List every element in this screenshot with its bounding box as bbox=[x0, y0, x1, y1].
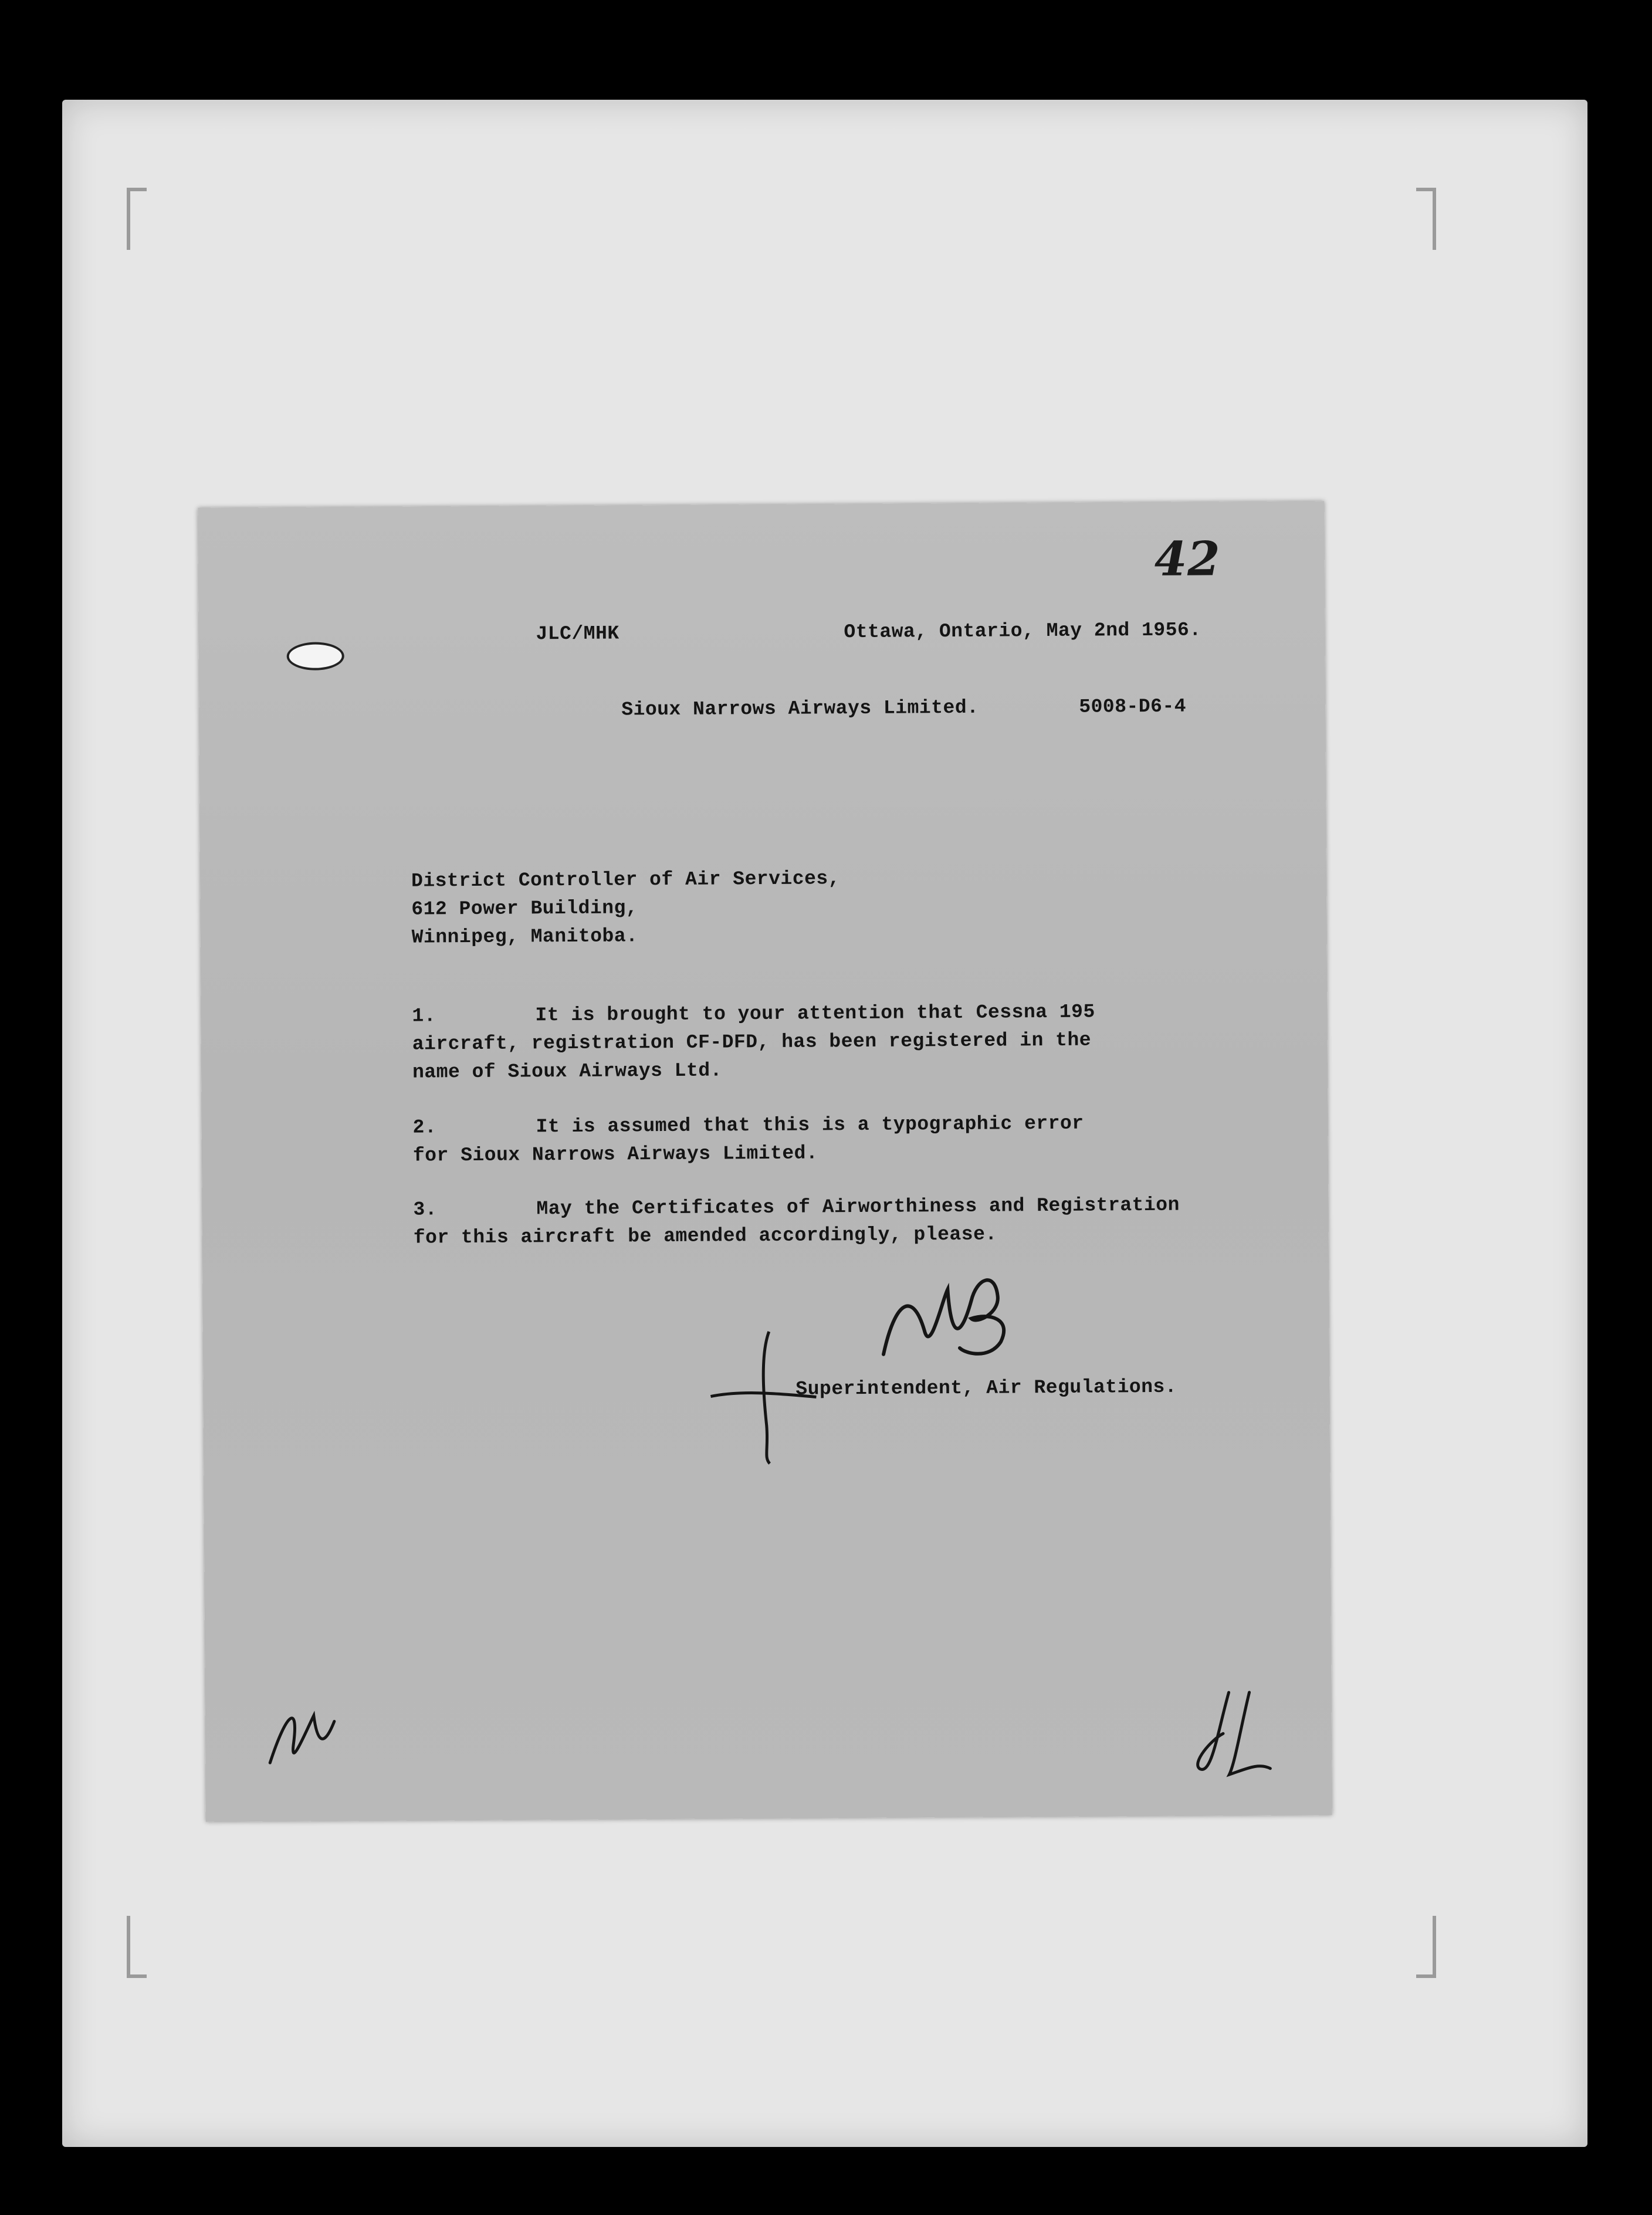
reference-initials: JLC/MHK bbox=[536, 622, 620, 645]
address-line: Winnipeg, Manitoba. bbox=[411, 925, 638, 949]
paragraph-line: for this aircraft be amended accordingly, please. bbox=[413, 1223, 997, 1249]
file-number: 5008-D6-4 bbox=[1079, 695, 1187, 718]
crop-mark-bottom-right bbox=[1416, 1916, 1436, 1978]
crop-mark-top-left bbox=[127, 188, 147, 250]
initials-scrawl-left bbox=[258, 1698, 347, 1774]
place-date: Ottawa, Ontario, May 2nd 1956. bbox=[844, 619, 1201, 643]
paragraph-line: name of Sioux Airways Ltd. bbox=[412, 1059, 723, 1083]
paragraph-line: for Sioux Narrows Airways Limited. bbox=[412, 1142, 818, 1167]
punch-hole bbox=[287, 642, 344, 670]
folio-number-handwritten bbox=[1148, 525, 1243, 590]
address-line: District Controller of Air Services, bbox=[411, 868, 841, 892]
address-line: 612 Power Building, bbox=[411, 897, 638, 920]
initials-scrawl-right bbox=[1193, 1681, 1276, 1787]
svg-text:42: 42 bbox=[1154, 531, 1221, 587]
letter-sheet bbox=[198, 501, 1332, 1822]
signature-handwritten bbox=[871, 1265, 1065, 1366]
paragraph-number: 3. bbox=[413, 1198, 438, 1221]
paragraph-line: It is assumed that this is a typographic error bbox=[536, 1112, 1084, 1138]
crop-mark-top-right bbox=[1416, 188, 1436, 250]
paragraph-number: 2. bbox=[412, 1116, 437, 1139]
subject-line: Sioux Narrows Airways Limited. bbox=[621, 696, 979, 721]
paragraph-line: It is brought to your attention that Cessna 195 bbox=[535, 1001, 1095, 1027]
paragraph-number: 1. bbox=[412, 1005, 436, 1027]
crop-mark-bottom-left bbox=[127, 1916, 147, 1978]
paragraph-line: May the Certificates of Airworthiness and Registration bbox=[536, 1194, 1180, 1220]
signature-title: Superintendent, Air Regulations. bbox=[795, 1376, 1177, 1400]
paragraph-line: aircraft, registration CF-DFD, has been registered in the bbox=[412, 1029, 1092, 1055]
